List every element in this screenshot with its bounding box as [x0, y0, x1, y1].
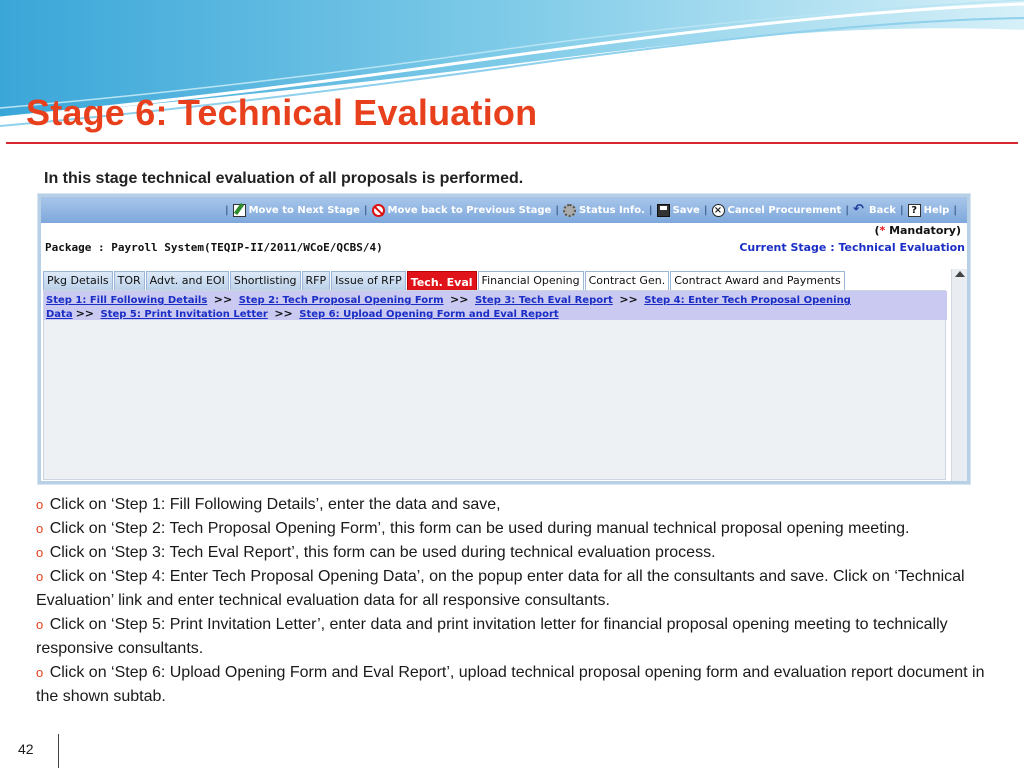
tab-rfp[interactable]: RFP [302, 271, 331, 290]
edit-icon [233, 204, 246, 217]
help-label: Help [923, 204, 950, 216]
page-number: 42 [18, 741, 34, 757]
tab-contract-award-payments[interactable]: Contract Award and Payments [670, 271, 845, 290]
bullet-marker: o [36, 545, 44, 560]
bullet-marker: o [36, 521, 44, 536]
save-label: Save [672, 204, 700, 216]
step-arrow: >> [450, 293, 469, 306]
instruction-item [36, 541, 986, 565]
steps-panel [43, 290, 946, 480]
help-button[interactable] [908, 204, 950, 217]
back-arrow-icon: ↶ [852, 201, 864, 217]
step-3-link[interactable]: Step 3: Tech Eval Report [474, 295, 613, 306]
stage-tabs [43, 271, 846, 290]
bullet-marker: o [36, 665, 44, 680]
step-arrow: >> [619, 293, 638, 306]
step-2-link[interactable]: Step 2: Tech Proposal Opening Form [238, 295, 444, 306]
move-next-stage-label: Move to Next Stage [248, 204, 360, 216]
bullet-marker: o [36, 569, 44, 584]
current-stage-label: Current Stage : Technical Evaluation [739, 241, 965, 254]
toolbar-separator: | [703, 204, 708, 216]
mandatory-open: ( [874, 224, 880, 237]
toolbar-separator: | [224, 204, 229, 216]
steps-list [44, 291, 947, 320]
tab-tech-eval[interactable]: Tech. Eval [407, 271, 477, 290]
bullet-marker: o [36, 617, 44, 632]
toolbar-separator: | [363, 204, 368, 216]
tab-tor[interactable]: TOR [114, 271, 145, 290]
instruction-text: Click on ‘Step 4: Enter Tech Proposal Opening Data’, on the popup enter data for all the consultants and save. Click on ‘Technical Evaluation’ link and enter technical evaluation data for all responsive consultants. [36, 568, 965, 609]
slide-title: Stage 6: Technical Evaluation [26, 92, 538, 133]
step-5-link[interactable]: Step 5: Print Invitation Letter [100, 309, 268, 320]
status-info-label: Status Info. [578, 204, 645, 216]
prohibited-icon [372, 204, 385, 217]
instruction-item [36, 661, 986, 709]
toolbar-separator: | [953, 204, 957, 216]
cancel-circle-icon: × [712, 204, 725, 217]
back-button[interactable] [852, 201, 896, 217]
step-arrow: >> [75, 307, 95, 320]
step-arrow: >> [274, 307, 293, 320]
toolbar-separator: | [899, 204, 904, 216]
cancel-procurement-button[interactable] [712, 204, 842, 217]
step-4-link-continued[interactable]: Data [46, 309, 73, 320]
floppy-disk-icon [657, 204, 670, 217]
instruction-item [36, 565, 986, 613]
instruction-text: Click on ‘Step 3: Tech Eval Report’, this form can be used during technical evaluation process. [49, 544, 716, 561]
tab-contract-gen[interactable]: Contract Gen. [585, 271, 670, 290]
title-divider [6, 142, 1018, 144]
status-info-button[interactable] [563, 204, 645, 217]
tab-issue-of-rfp[interactable]: Issue of RFP [331, 271, 406, 290]
intro-text: In this stage technical evaluation of all proposals is performed. [44, 170, 524, 187]
toolbar-separator: | [648, 204, 653, 216]
package-row [45, 241, 965, 257]
step-1-link[interactable]: Step 1: Fill Following Details [46, 295, 208, 306]
step-arrow: >> [213, 293, 233, 306]
move-back-stage-button[interactable] [372, 204, 552, 217]
tab-shortlisting[interactable]: Shortlisting [230, 271, 301, 290]
move-back-stage-label: Move back to Previous Stage [387, 204, 552, 216]
tab-financial-opening[interactable]: Financial Opening [478, 271, 584, 290]
instruction-item [36, 493, 986, 517]
bullet-marker: o [36, 497, 44, 512]
mandatory-label: Mandatory) [885, 224, 961, 237]
app-screenshot [38, 194, 970, 484]
instruction-item [36, 613, 986, 661]
instruction-text: Click on ‘Step 5: Print Invitation Letter’, enter data and print invitation letter for financial proposal opening meeting to technically responsive consultants. [36, 616, 948, 657]
toolbar-separator: | [845, 204, 849, 216]
move-next-stage-button[interactable] [233, 204, 360, 217]
step-4-link[interactable]: Step 4: Enter Tech Proposal Opening [644, 295, 851, 306]
instruction-text: Click on ‘Step 2: Tech Proposal Opening Form’, this form can be used during manual technical proposal opening meeting. [49, 520, 910, 537]
instruction-list [36, 493, 986, 709]
toolbar-separator: | [555, 204, 559, 216]
toolbar [41, 197, 967, 223]
back-label: Back [868, 204, 896, 216]
help-icon: ? [908, 204, 921, 217]
instruction-text: Click on ‘Step 6: Upload Opening Form and Eval Report’, upload technical proposal opening form and evaluation report document in the shown subtab. [36, 664, 985, 705]
instruction-text: Click on ‘Step 1: Fill Following Details’, enter the data and save, [49, 496, 501, 513]
gear-icon [563, 204, 576, 217]
mandatory-note [874, 224, 961, 237]
tab-advt-eoi[interactable]: Advt. and EOI [146, 271, 229, 290]
mandatory-star: * [879, 224, 886, 237]
vertical-scrollbar[interactable] [951, 269, 967, 481]
package-label: Package : Payroll System(TEQIP-II/2011/WCoE/QCBS/4) [45, 241, 383, 254]
tab-pkg-details[interactable]: Pkg Details [43, 271, 113, 290]
save-button[interactable] [657, 204, 700, 217]
cancel-procurement-label: Cancel Procurement [727, 204, 842, 216]
scroll-up-arrow-icon[interactable] [955, 271, 965, 277]
footer-divider [58, 734, 59, 768]
step-6-link[interactable]: Step 6: Upload Opening Form and Eval Report [299, 309, 559, 320]
instruction-item [36, 517, 986, 541]
